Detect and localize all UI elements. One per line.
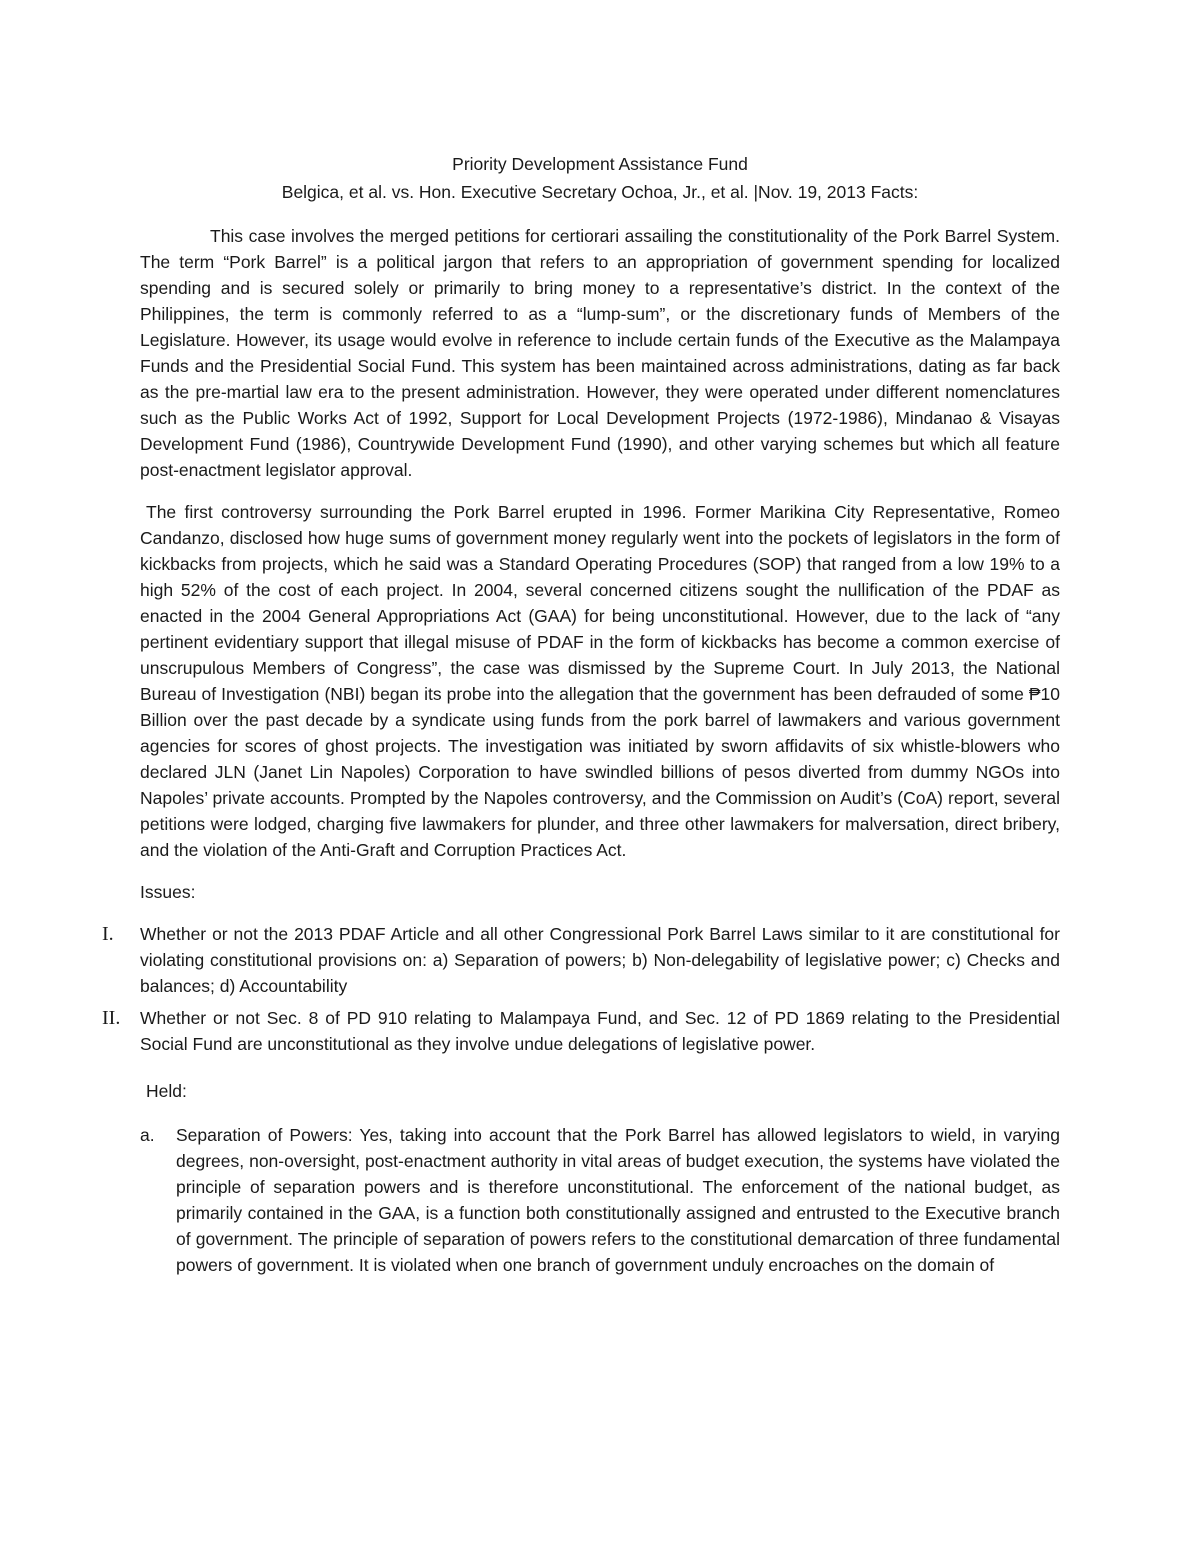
issue-number: I. xyxy=(102,923,114,945)
issue-text: Whether or not the 2013 PDAF Article and all other Congressional Pork Barrel Laws similar to it are constitutional for violating constitutional provisions on: a) Separation of powers; b) Non-delegability of legislative power; c) Checks and balances; d) Accountability xyxy=(140,924,1060,996)
issue-item xyxy=(102,1005,1060,1057)
issue-text: Whether or not Sec. 8 of PD 910 relating to Malampaya Fund, and Sec. 12 of PD 1869 relating to the Presidential Social Fund are unconstitutional as they involve undue delegations of legislative power. xyxy=(140,1008,1060,1054)
held-item-text: Separation of Powers: Yes, taking into account that the Pork Barrel has allowed legislators to wield, in varying degrees, non-oversight, post-enactment authority in vital areas of budget execution, the systems have violated the principle of separation powers and is therefore unconstitutional. The enforcement of the national budget, as primarily contained in the GAA, is a function both constitutionally assigned and entrusted to the Executive branch of government. The principle of separation of powers refers to the constitutional demarcation of three fundamental powers of government. It is violated when one branch of government unduly encroaches on the domain of xyxy=(176,1124,1060,1275)
document-title: Priority Development Assistance Fund xyxy=(452,154,748,174)
document-body xyxy=(102,152,1060,1295)
issue-item xyxy=(102,921,1060,999)
facts-paragraph: This case involves the merged petitions for certiorari assailing the constitutionality of the Pork Barrel System. The term “Pork Barrel” is a political jargon that refers to an appropriation of government spending for localized spending and is secured solely or primarily to bring money to a representative’s district. In the context of the Philippines, the term is commonly referred to as a “lump-sum”, or the discretionary funds of Members of the Legislature. However, its usage would evolve in reference to include certain funds of the Executive as the Malampaya Funds and the Presidential Social Fund. This system has been maintained across administrations, dating as far back as the pre-martial law era to the present administration. However, they were operated under different nomenclatures such as the Public Works Act of 1992, Support for Local Development Projects (1972-1986), Mindanao & Visayas Development Fund (1986), Countrywide Development Fund (1990), and other varying schemes but which all feature post-enactment legislator approval. xyxy=(140,226,1060,480)
facts-paragraph: The first controversy surrounding the Pork Barrel erupted in 1996. Former Marikina City Representative, Romeo Candanzo, disclosed how huge sums of government money regularly went into the pockets of legislators in the form of kickbacks from projects, which he said was a Standard Operating Procedures (SOP) that ranged from a low 19% to a high 52% of the cost of each project. In 2004, several concerned citizens sought the nullification of the PDAF as enacted in the 2004 General Appropriations Act (GAA) for being unconstitutional. However, due to the lack of “any pertinent evidentiary support that illegal misuse of PDAF in the form of kickbacks has become a common exercise of unscrupulous Members of Congress”, the case was dismissed by the Supreme Court. In July 2013, the National Bureau of Investigation (NBI) began its probe into the allegation that the government has been defrauded of some ₱10 Billion over the past decade by a syndicate using funds from the pork barrel of lawmakers and various government agencies for scores of ghost projects. The investigation was initiated by sworn affidavits of six whistle-blowers who declared JLN (Janet Lin Napoles) Corporation to have swindled billions of pesos diverted from dummy NGOs into Napoles’ private accounts. Prompted by the Napoles controversy, and the Commission on Audit’s (CoA) report, several petitions were lodged, charging five lawmakers for plunder, and three other lawmakers for malversation, direct bribery, and the violation of the Anti-Graft and Corruption Practices Act. xyxy=(140,502,1060,860)
held-heading: Held: xyxy=(146,1081,187,1101)
held-item-letter: a. xyxy=(140,1124,155,1145)
held-item xyxy=(140,1122,1060,1278)
issue-number: II. xyxy=(102,1007,121,1029)
issues-heading: Issues: xyxy=(140,882,196,902)
issues-list xyxy=(102,921,1060,1057)
case-citation: Belgica, et al. vs. Hon. Executive Secretary Ochoa, Jr., et al. |Nov. 19, 2013 Facts: xyxy=(281,182,919,202)
